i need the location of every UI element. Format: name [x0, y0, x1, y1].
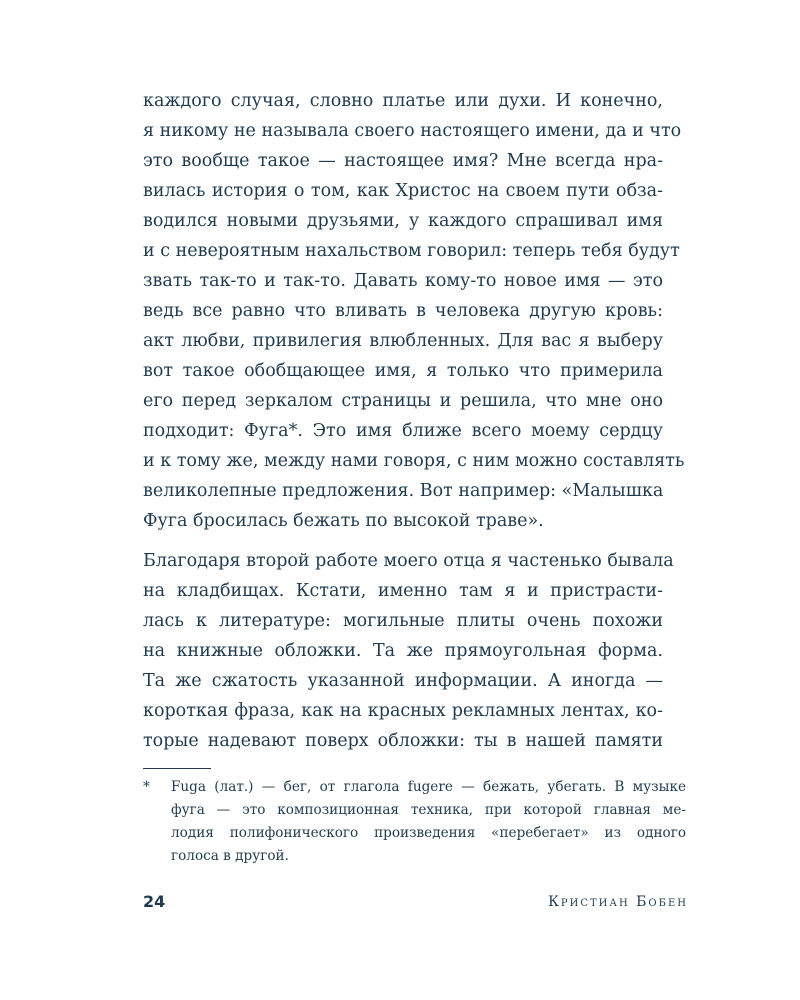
text-line: и к тому же, между нами говоря, с ним можно составлять [143, 451, 685, 471]
text-line: Фуга бросилась бежать по высокой траве». [143, 511, 544, 531]
text-line: его перед зеркалом страницы и решила, что мне оно [143, 391, 663, 411]
text-line: звать так-то и так-то. Давать кому-то новое имя — это [143, 271, 663, 291]
text-line: великолепные предложения. Вот например: «Малышка [143, 481, 664, 501]
body-paragraph-1 [143, 86, 685, 536]
footnote-text [171, 776, 686, 868]
footnote-line: лодия полифонического произведения «перебегает» из одного [171, 825, 686, 841]
text-line: на кладбищах. Кстати, именно там я и пристрасти- [143, 581, 663, 601]
text-line: вот такое обобщающее имя, я только что примерила [143, 361, 663, 381]
text-line: торые надевают поверх обложки: ты в нашей памяти [143, 731, 663, 751]
text-line: подходит: Фуга*. Это имя ближе всего моему сердцу [143, 421, 663, 441]
text-line: вилась история о том, как Христос на своем пути обза- [143, 181, 663, 201]
footnote-line: Fuga (лат.) — бег, от глагола fugere — бежать, убегать. В музыке [171, 779, 686, 795]
text-line: Благодаря второй работе моего отца я частенько бывала [143, 551, 674, 571]
text-line: на книжные обложки. Та же прямоугольная форма. [143, 641, 663, 661]
footnote-marker: * [143, 779, 150, 795]
text-line: водился новыми друзьями, у каждого спрашивал имя [143, 211, 663, 231]
text-line: акт любви, привилегия влюбленных. Для вас я выберу [143, 331, 663, 351]
running-head-author: Кристиан Бобен [548, 894, 688, 910]
body-paragraph-2 [143, 546, 674, 756]
text-line: ведь все равно что вливать в человека другую кровь: [143, 301, 663, 321]
text-line: Та же сжатость указанной информации. А иногда — [143, 671, 663, 691]
footnote-line: фуга — это композиционная техника, при которой главная ме- [171, 802, 686, 818]
text-line: короткая фраза, как на красных рекламных лентах, ко- [143, 701, 663, 721]
text-line: каждого случая, словно платье или духи. И конечно, [143, 91, 663, 111]
footnote-divider [143, 768, 211, 769]
text-line: лась к литературе: могильные плиты очень похожи [143, 611, 663, 631]
text-line: я никому не называла своего настоящего имени, да и что [143, 121, 682, 141]
text-line: это вообще такое — настоящее имя? Мне всегда нра- [143, 151, 663, 171]
text-line: и с невероятным нахальством говорил: теперь тебя будут [143, 241, 680, 261]
footnote-line: голоса в другой. [171, 848, 289, 864]
page-number: 24 [143, 892, 166, 911]
